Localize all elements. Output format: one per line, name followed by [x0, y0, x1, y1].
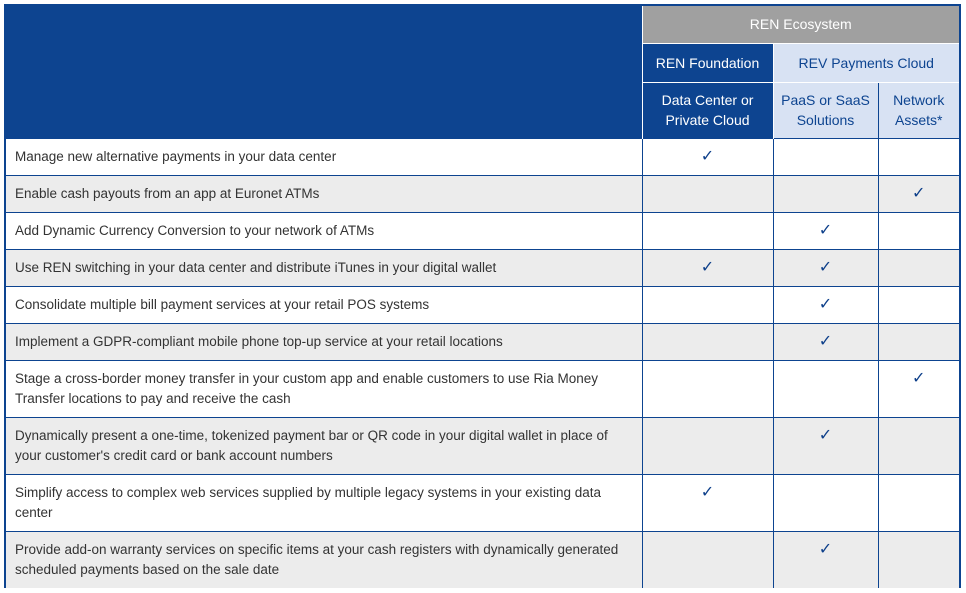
check-cell: [773, 138, 878, 175]
table-row: [6, 417, 959, 474]
check-cell: [878, 360, 959, 417]
row-description: Implement a GDPR-compliant mobile phone top-up service at your retail locations: [6, 323, 642, 360]
check-cell: [878, 175, 959, 212]
row-description: Simplify access to complex web services supplied by multiple legacy systems in your existing data center: [6, 474, 642, 531]
checkmark-icon: ✓: [818, 540, 833, 558]
row-description: Stage a cross-border money transfer in your custom app and enable customers to use Ria Money Transfer locations to pay and receive the cash: [6, 360, 642, 417]
check-cell: [773, 360, 878, 417]
check-cell: [642, 249, 773, 286]
header-ren-ecosystem: REN Ecosystem: [642, 6, 959, 43]
checkmark-icon: ✓: [818, 295, 833, 313]
table-body: [6, 138, 959, 588]
check-cell: [642, 175, 773, 212]
table-row: [6, 286, 959, 323]
check-cell: [642, 474, 773, 531]
header-rev-payments-cloud: REV Payments Cloud: [773, 43, 959, 82]
checkmark-icon: ✓: [700, 258, 715, 276]
check-cell: [878, 417, 959, 474]
header-ren-foundation: REN Foundation: [642, 43, 773, 82]
table-row: [6, 531, 959, 588]
check-cell: [878, 286, 959, 323]
check-cell: [773, 212, 878, 249]
checkmark-icon: ✓: [912, 184, 926, 202]
table-row: [6, 474, 959, 531]
table-row: [6, 138, 959, 175]
header-paas-saas-label: PaaS or SaaS Solutions: [781, 92, 870, 128]
row-description: Enable cash payouts from an app at Euronet ATMs: [6, 175, 642, 212]
table-row: [6, 360, 959, 417]
checkmark-icon: ✓: [818, 258, 833, 276]
check-cell: [642, 417, 773, 474]
table-row: [6, 323, 959, 360]
check-cell: [773, 417, 878, 474]
checkmark-icon: ✓: [912, 369, 926, 387]
row-description: Dynamically present a one-time, tokenized payment bar or QR code in your digital wallet in place of your customer's credit card or bank account numbers: [6, 417, 642, 474]
checkmark-icon: ✓: [818, 426, 833, 444]
row-description: Consolidate multiple bill payment services at your retail POS systems: [6, 286, 642, 323]
check-cell: [773, 286, 878, 323]
check-cell: [878, 474, 959, 531]
table-row: [6, 212, 959, 249]
check-cell: [773, 249, 878, 286]
comparison-table: [4, 4, 961, 588]
check-cell: [773, 175, 878, 212]
checkmark-icon: ✓: [700, 147, 715, 165]
header-network-assets-label: Network Assets*: [893, 92, 945, 128]
check-cell: [878, 249, 959, 286]
header-paas-saas: [773, 82, 878, 138]
check-cell: [878, 138, 959, 175]
header-data-center-label: Data Center or Private Cloud: [661, 92, 754, 128]
check-cell: [878, 212, 959, 249]
check-cell: [642, 138, 773, 175]
row-description: Provide add-on warranty services on specific items at your cash registers with dynamically generated scheduled payments based on the sale date: [6, 531, 642, 588]
row-description: Use REN switching in your data center and distribute iTunes in your digital wallet: [6, 249, 642, 286]
header-data-center: [642, 82, 773, 138]
row-description: Manage new alternative payments in your data center: [6, 138, 642, 175]
checkmark-icon: ✓: [818, 332, 833, 350]
row-description: Add Dynamic Currency Conversion to your network of ATMs: [6, 212, 642, 249]
ecosystem-table: [6, 6, 959, 588]
table-row: [6, 249, 959, 286]
check-cell: [642, 360, 773, 417]
check-cell: [773, 323, 878, 360]
check-cell: [642, 212, 773, 249]
header-network-assets: [878, 82, 959, 138]
checkmark-icon: ✓: [818, 221, 833, 239]
check-cell: [642, 286, 773, 323]
checkmark-icon: ✓: [700, 483, 715, 501]
check-cell: [642, 323, 773, 360]
check-cell: [878, 531, 959, 588]
header-corner: [6, 6, 642, 138]
check-cell: [773, 531, 878, 588]
check-cell: [642, 531, 773, 588]
check-cell: [773, 474, 878, 531]
check-cell: [878, 323, 959, 360]
table-row: [6, 175, 959, 212]
